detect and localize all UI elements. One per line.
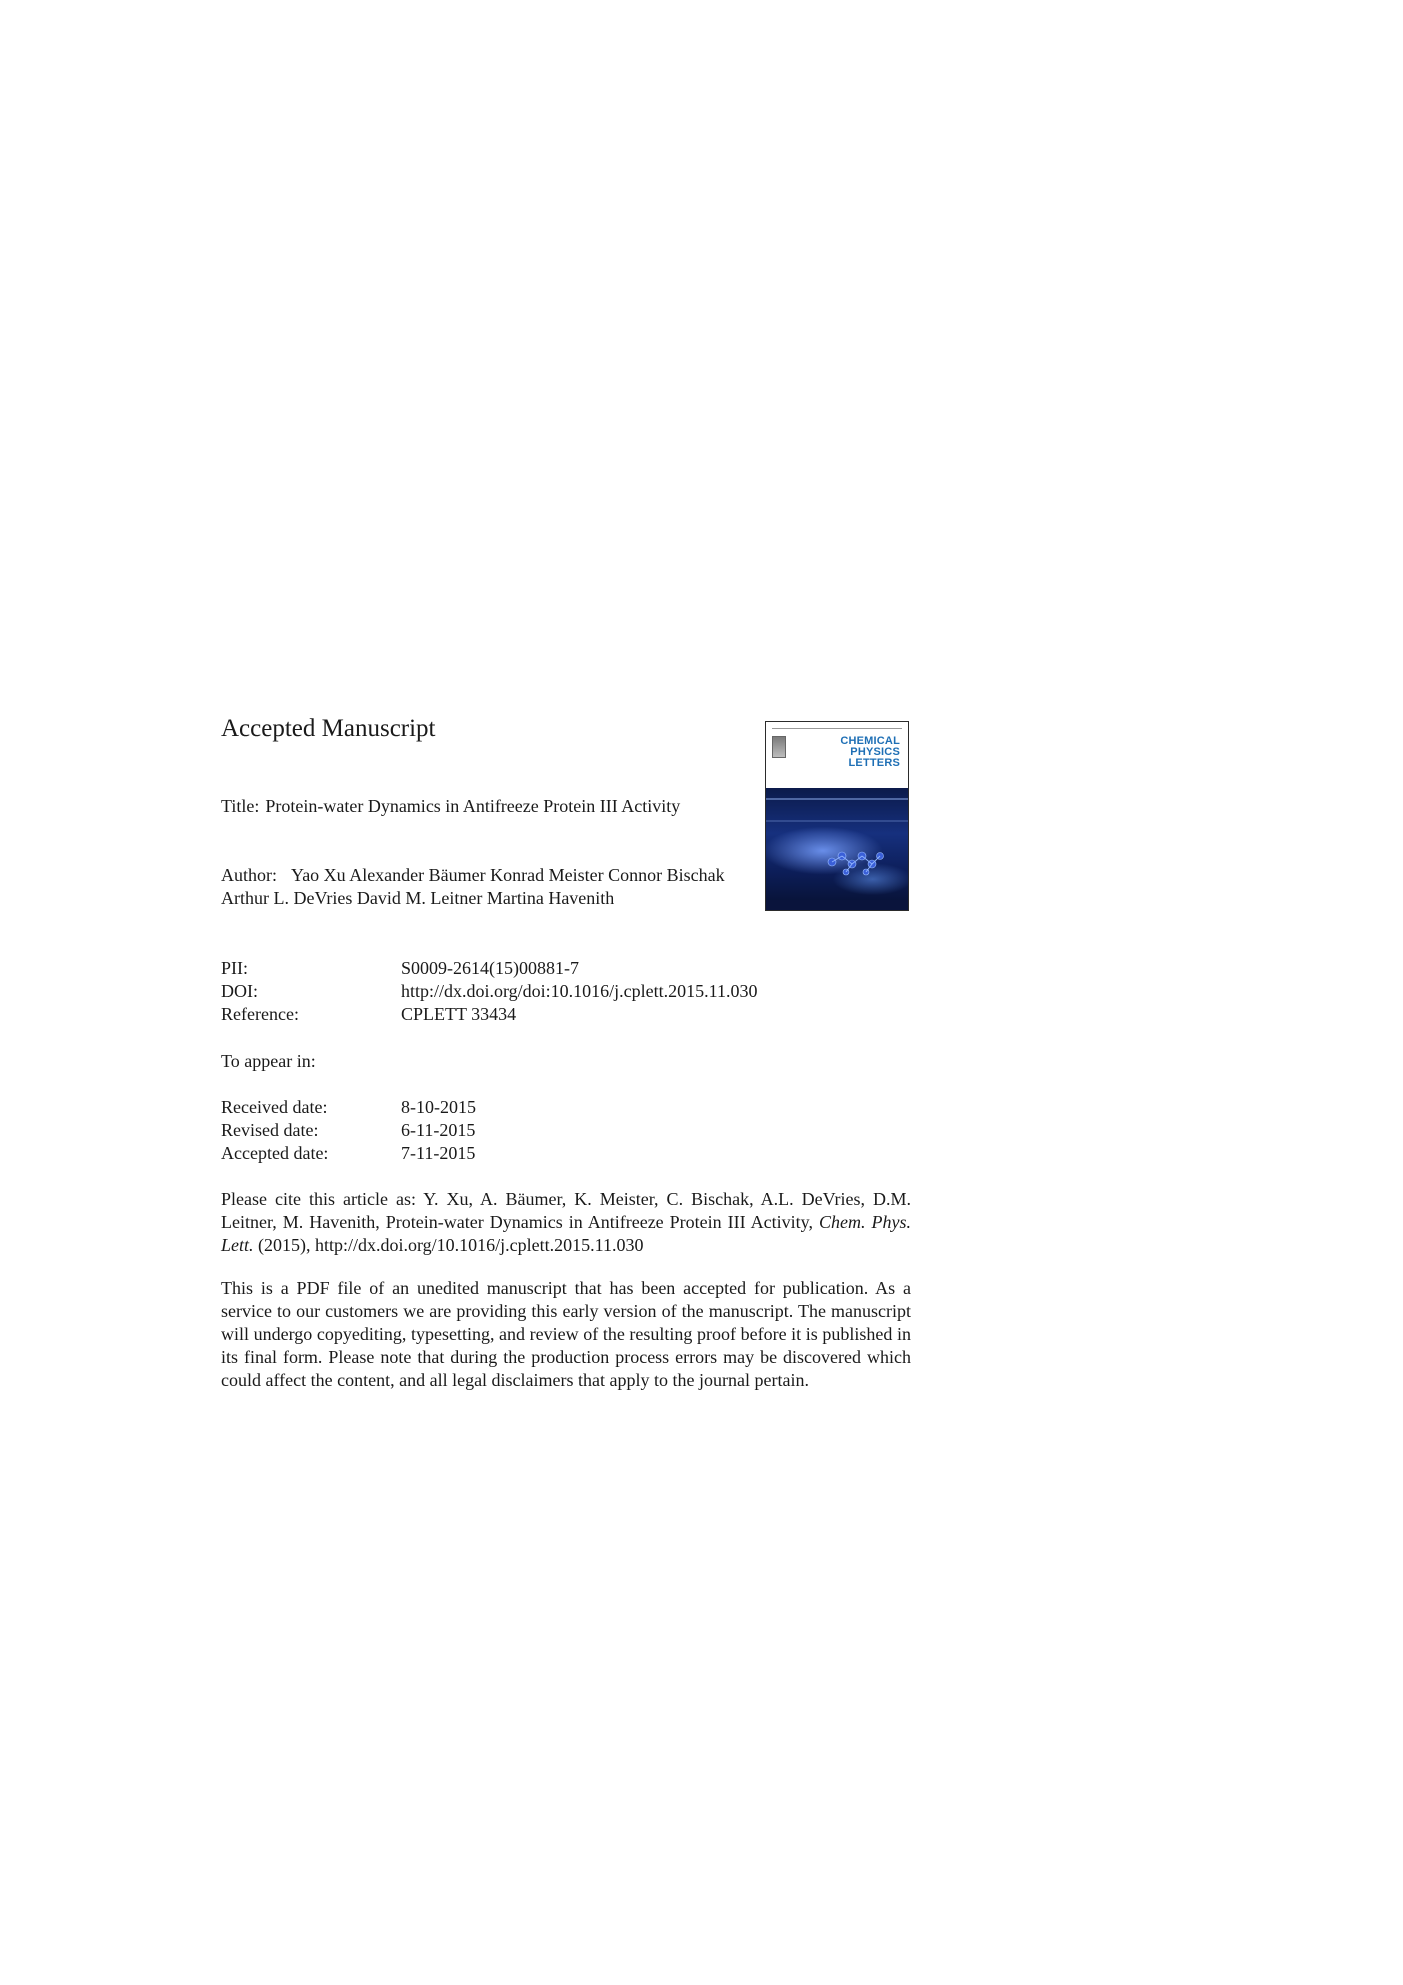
doi-link[interactable]: http://dx.doi.org/doi:10.1016/j.cplett.2015.11.030 (401, 981, 758, 1001)
cover-footer-band (766, 900, 908, 910)
metadata-value: CPLETT 33434 (401, 1004, 517, 1024)
cover-journal-title (800, 736, 900, 769)
cover-title-line-3: LETTERS (848, 757, 900, 769)
metadata-row-reference (221, 1003, 911, 1026)
cover-stripe (766, 820, 908, 822)
date-row-accepted (221, 1142, 911, 1165)
metadata-key: PII: (221, 958, 248, 978)
metadata-value: S0009-2614(15)00881-7 (401, 958, 579, 978)
disclaimer-paragraph: This is a PDF file of an unedited manuscript that has been accepted for publication. As a service to our customers we are providing this early version of the manuscript. The manuscript will undergo copyediting, typesetting, and review of the resulting proof before it is published in its final form. Please note that during the production process errors may be discovered which could affect the content, and all legal disclaimers that apply to the journal pertain. (221, 1278, 911, 1390)
article-title-block (221, 795, 691, 818)
date-row-received (221, 1096, 911, 1119)
cover-title-line-1: CHEMICAL (840, 735, 900, 747)
metadata-table (221, 957, 911, 1026)
metadata-row-doi (221, 980, 911, 1003)
author-block (221, 864, 741, 910)
date-key: Revised date: (221, 1120, 319, 1140)
citation-prefix: Please cite this article as: Y. Xu, A. Bäumer, K. Meister, C. Bischak, A.L. DeVries, D.M. Leitner, M. Havenith, Protein-water Dynamics in Antifreeze Protein III Activity, (221, 1189, 911, 1232)
metadata-key: Reference: (221, 1004, 299, 1024)
cover-title-line-2: PHYSICS (850, 746, 900, 758)
dates-table (221, 1096, 911, 1165)
article-title: Protein-water Dynamics in Antifreeze Protein III Activity (265, 796, 681, 816)
metadata-key: DOI: (221, 981, 258, 1001)
journal-cover-image (765, 721, 909, 911)
to-appear-in: To appear in: (221, 1051, 316, 1071)
date-key: Received date: (221, 1097, 328, 1117)
citation-journal: Chem. Phys. Lett. (221, 1212, 912, 1255)
cover-header (766, 722, 908, 788)
metadata-row-pii (221, 957, 911, 980)
date-value: 8-10-2015 (401, 1097, 476, 1117)
date-row-revised (221, 1119, 911, 1142)
cover-artwork (766, 788, 908, 902)
date-value: 6-11-2015 (401, 1120, 476, 1140)
cover-rule (772, 728, 902, 732)
title-label: Title: (221, 796, 260, 816)
page-heading: Accepted Manuscript (221, 715, 436, 742)
citation-suffix: (2015), http://dx.doi.org/10.1016/j.cplett.2015.11.030 (258, 1235, 644, 1255)
author-label: Author: (221, 865, 277, 885)
publisher-logo-icon (772, 736, 786, 758)
molecule-icon (826, 844, 886, 878)
author-list: Yao Xu Alexander Bäumer Konrad Meister Connor Bischak Arthur L. DeVries David M. Leitner Martina Havenith (221, 865, 725, 908)
cover-stripe (766, 798, 908, 800)
date-key: Accepted date: (221, 1143, 329, 1163)
citation-paragraph (221, 1188, 911, 1257)
date-value: 7-11-2015 (401, 1143, 476, 1163)
